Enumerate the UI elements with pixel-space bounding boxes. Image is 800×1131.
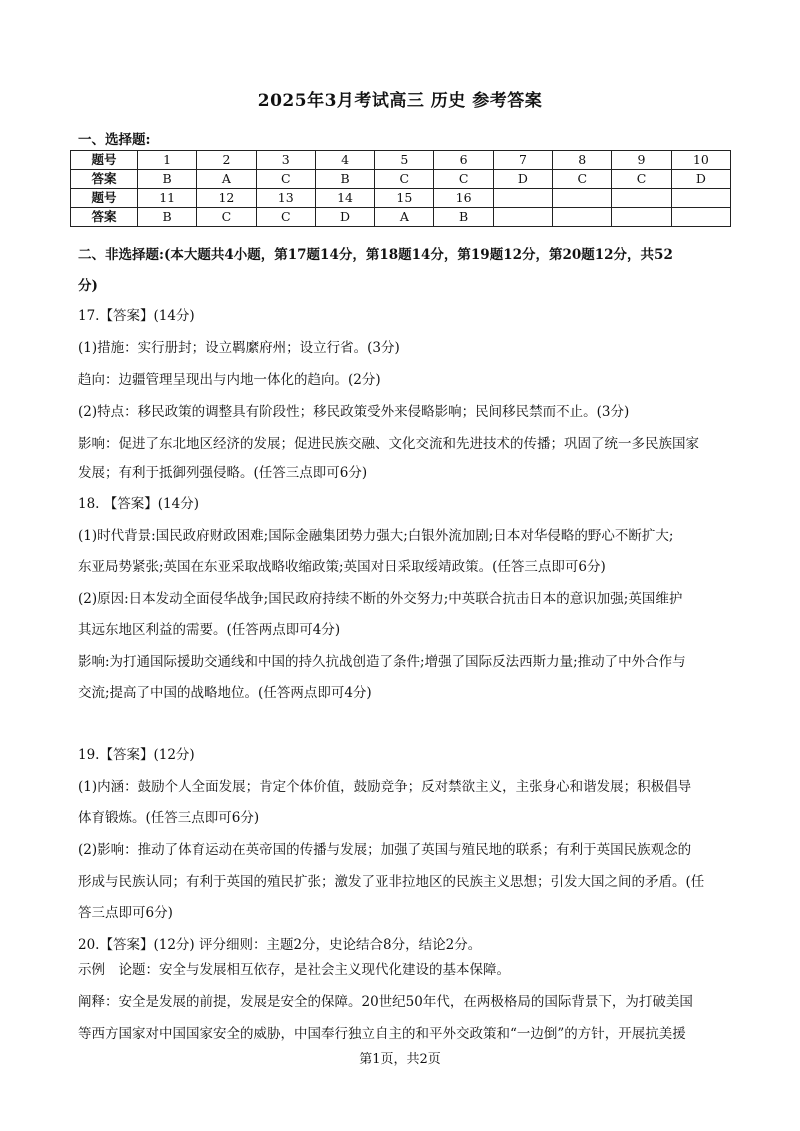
answer-cell: 16 [434,189,493,208]
answer-cell: C [256,208,315,227]
answer-cell: B [138,208,197,227]
answer-cell: C [434,170,493,189]
answer-text-line: (2)原因:日本发动全面侵华战争;国民政府持续不断的外交努力;中英联合抗击日本的意识加强;英国维护 [78,591,683,607]
answer-cell [553,208,612,227]
answer-cell [671,208,730,227]
section-2-heading-line-1: 二、非选择题:(本大题共4小题，第17题14分，第18题14分，第19题12分，第20题12分，共52 [78,247,673,263]
answer-cell: 15 [375,189,434,208]
answer-cell: C [197,208,256,227]
answer-cell: B [434,208,493,227]
section-2-heading-line-2: 分) [78,278,98,294]
answer-cell: C [256,170,315,189]
answer-cell: B [138,170,197,189]
section-1-heading: 一、选择题: [78,132,151,148]
answer-text-line: 交流;提高了中国的战略地位。(任答两点即可4分) [78,685,372,701]
answer-text-line: 东亚局势紧张;英国在东亚采取战略收缩政策;英国对日采取绥靖政策。(任答三点即可6分) [78,559,606,575]
answer-cell: 12 [197,189,256,208]
row-label: 题号 [71,151,138,170]
answer-cell: 3 [256,151,315,170]
answer-cell [493,208,552,227]
answer-cell: B [315,170,374,189]
answer-cell: C [553,170,612,189]
answer-text-line: (1)措施：实行册封；设立羁縻府州；设立行省。(3分) [78,340,400,356]
answer-cell [612,189,671,208]
answer-cell: 13 [256,189,315,208]
answer-cell: 1 [138,151,197,170]
answer-cell [553,189,612,208]
answer-text-line: 其远东地区利益的需要。(任答两点即可4分) [78,622,341,638]
answer-cell [671,189,730,208]
answer-text-line: 答三点即可6分) [78,905,173,921]
answer-text-line: 20.【答案】(12分) 评分细则：主题2分，史论结合8分，结论2分。 [78,937,482,953]
answer-table [70,150,731,227]
answer-text-line: 形成与民族认同；有利于英国的殖民扩张；激发了亚非拉地区的民族主义思想；引发大国之间的矛盾。(任 [78,874,705,890]
answer-cell: 4 [315,151,374,170]
answer-cell: 8 [553,151,612,170]
row-label: 题号 [71,189,138,208]
answer-cell [612,208,671,227]
answer-text-line: 等西方国家对中国国家安全的威胁，中国奉行独立自主的和平外交政策和“一边倒”的方针，开展抗美援 [78,1026,686,1042]
answer-cell: A [197,170,256,189]
page-title: 2025年3月考试高三 历史 参考答案 [257,91,543,111]
answer-text-line: 影响：促进了东北地区经济的发展；促进民族交融、文化交流和先进技术的传播；巩固了统一多民族国家 [78,436,699,452]
answer-table-row [71,208,731,227]
answer-cell: 9 [612,151,671,170]
answer-cell: D [493,170,552,189]
answer-cell: D [315,208,374,227]
answer-cell: C [375,170,434,189]
answer-cell: 5 [375,151,434,170]
answer-text-line: 阐释：安全是发展的前提，发展是安全的保障。20世纪50年代，在两极格局的国际背景下，为打破美国 [78,994,693,1010]
answer-cell: 14 [315,189,374,208]
answer-cell: C [612,170,671,189]
answer-text-line: (1)内涵：鼓励个人全面发展；肯定个体价值，鼓励竞争；反对禁欲主义，主张身心和谐发展；积极倡导 [78,779,692,795]
answer-text-line: (1)时代背景:国民政府财政困难;国际金融集团势力强大;白银外流加剧;日本对华侵略的野心不断扩大; [78,528,674,544]
answer-text-line: 趋向：边疆管理呈现出与内地一体化的趋向。(2分) [78,372,381,388]
answer-cell: 7 [493,151,552,170]
answer-text-line: 体育锻炼。(任答三点即可6分) [78,810,260,826]
page-footer: 第1页，共2页 [359,1052,441,1067]
row-label: 答案 [71,170,138,189]
answer-cell: 2 [197,151,256,170]
answer-cell: A [375,208,434,227]
answer-text-line: 19.【答案】(12分) [78,747,195,763]
answer-cell: D [671,170,730,189]
answer-text-line: (2)特点：移民政策的调整具有阶段性；移民政策受外来侵略影响；民间移民禁而不止。(3分) [78,404,630,420]
answer-text-line: (2)影响：推动了体育运动在英帝国的传播与发展；加强了英国与殖民地的联系；有利于英国民族观念的 [78,842,692,858]
answer-table-row [71,189,731,208]
answer-text-line: 示例 论题：安全与发展相互依存，是社会主义现代化建设的基本保障。 [78,962,510,978]
answer-table-row [71,170,731,189]
answer-text-line: 发展；有利于抵御列强侵略。(任答三点即可6分) [78,465,368,481]
answer-cell [493,189,552,208]
answer-cell: 10 [671,151,730,170]
answer-cell: 6 [434,151,493,170]
answer-text-line: 17.【答案】(14分) [78,308,195,324]
answer-cell: 11 [138,189,197,208]
answer-table-row [71,151,731,170]
answer-text-line: 影响:为打通国际援助交通线和中国的持久抗战创造了条件;增强了国际反法西斯力量;推动了中外合作与 [78,654,686,670]
row-label: 答案 [71,208,138,227]
answer-text-line: 18. 【答案】(14分) [78,496,199,512]
